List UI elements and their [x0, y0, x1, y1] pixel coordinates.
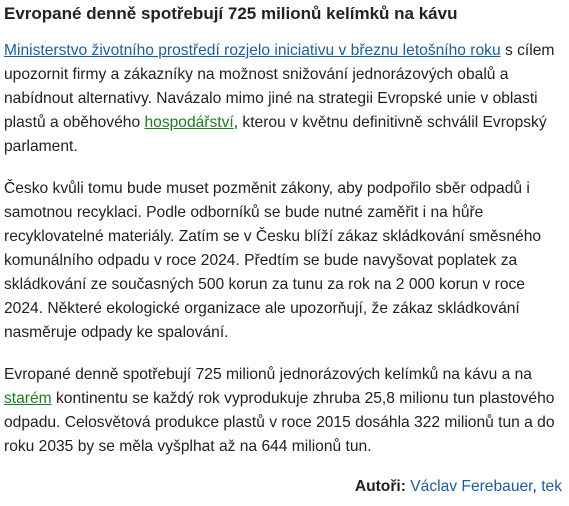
author-name-2[interactable]: tek [541, 478, 562, 495]
authors-line [4, 477, 563, 497]
paragraph-1-text-a: s cílem upozornit firmy a zákazníky na možnost snižování jednorázových obalů a nabídnout alternativy. Navázalo mimo jiné na strategii Evropské unie v oblasti plastů a oběhového [4, 42, 555, 131]
paragraph-3-text-a: Evropané denně spotřebují 725 milionů jednorázových kelímků na kávu a na [4, 366, 532, 383]
economy-link[interactable]: hospodářství [144, 114, 234, 131]
old-continent-link[interactable]: starém [4, 390, 52, 407]
paragraph-1-text-b: , kterou v květnu definitivně schválil Evropský parlament. [4, 114, 547, 155]
author-separator: , [532, 478, 542, 495]
paragraph-3-text-b: kontinentu se každý rok vyprodukuje zhruba 25,8 milionu tun plastového odpadu. Celosvětová produkce plastů v roce 2015 dosáhla 322 milionů tun a do roku 2035 by se měla vyšplhat až na 644 milionů tun. [4, 390, 555, 455]
paragraph-1 [4, 39, 563, 159]
authors-label: Autoři: [354, 478, 406, 495]
paragraph-3 [4, 363, 563, 459]
article-title: Evropané denně spotřebují 725 milionů kelímků na kávu [4, 4, 458, 23]
ministry-initiative-link[interactable]: Ministerstvo životního prostředí rozjelo iniciativu v březnu letošního roku [4, 42, 501, 59]
author-name-1[interactable]: Václav Ferebauer [410, 478, 533, 495]
paragraph-2: Česko kvůli tomu bude muset pozměnit zákony, aby podpořilo sběr odpadů i samotnou recyklaci. Podle odborníků se bude nutné zaměřit i na hůře recyklovatelné materiály. Zatím se v Česku blíží zákaz skládkování směsného komunálního odpadu v roce 2024. Předtím se bude navyšovat poplatek za skládkování ze současných 500 korun za tunu za rok na 2 000 korun v roce 2024. Některé ekologické organizace ale upozorňují, že zákaz skládkování nasměruje odpady ke spalování. [4, 180, 542, 341]
